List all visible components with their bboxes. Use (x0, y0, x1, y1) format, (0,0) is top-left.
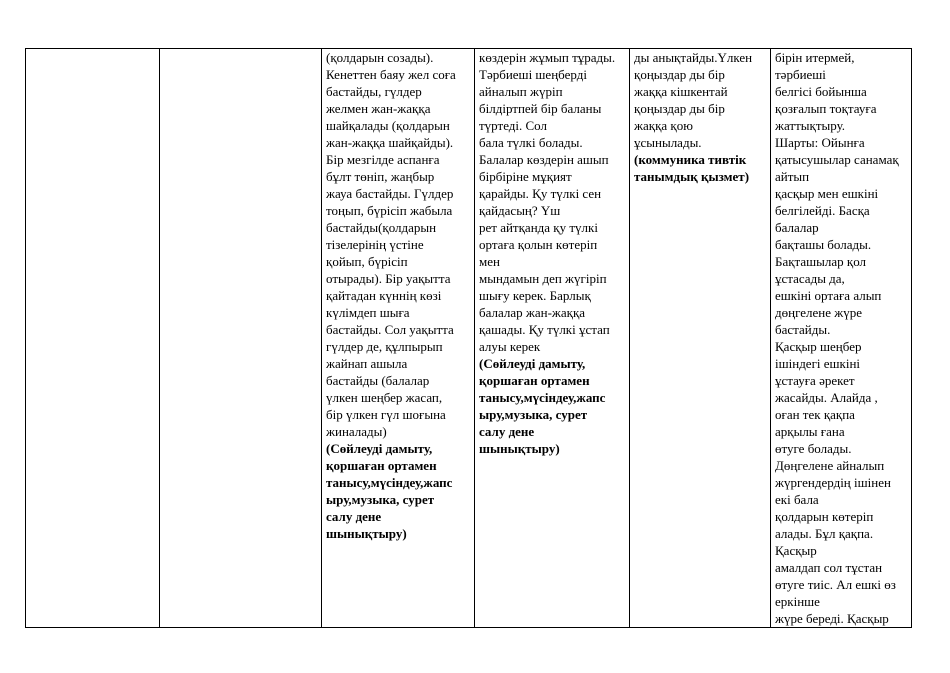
cell-col6 (771, 49, 912, 628)
cell-col3 (322, 49, 475, 628)
cell-col4-text: көздерін жұмып тұрады. Тәрбиеші шеңберді айналып жүріп білдіртпей бір баланы түртеді. Сол бала түлкі болады. Балалар көздерін ашып бірбіріне мұқият қарайды. Қу түлкі сен қайдасың? Үш рет айтқанда қу түлкі ортаға қолын көтеріп мен мындамын деп жүгіріп шығу керек. Барлық балалар жан-жаққа қашады. Қу түлкі ұстап алуы керек (479, 50, 616, 354)
cell-col5-bold-note: (коммуника тивтік танымдық қызмет) (634, 152, 750, 184)
document-table (25, 48, 912, 628)
empty-cell-col1 (26, 49, 160, 628)
cell-col5 (630, 49, 771, 628)
cell-col4 (475, 49, 630, 628)
cell-col3-bold-note: (Сөйлеуді дамыту, қоршаған ортамен танысу,мүсіндеу,жапс ыру,музыка, сурет салу дене шынықтыру) (326, 441, 453, 541)
cell-col6-text: бірін итермей, тәрбиеші белгісі бойынша қозғалып тоқтауға жаттықтыру. Шарты: Ойынға қатысушылар санамақ айтып қасқыр мен ешкіні белгілейді. Басқа балалар бақташы болады. Бақташылар қол ұстасады да, ешкіні ортаға алып дөңгелене жүре бастайды. Қасқыр шеңбер ішіндегі ешкіні ұстауға әрекет жасайды. Алайда , оған тек қақпа арқылы ғана өтуге болады. Дөңгелене айналып жүргендердің ішінен екі бала қолдарын көтеріп алады. Бұл қақпа. Қасқыр амалдап сол тұстан өтуге тиіс. Ал ешкі өз еркінше жүре береді. Қасқыр (775, 50, 899, 626)
empty-cell-col2 (160, 49, 322, 628)
cell-col5-text: ды анықтайды.Үлкен қоңыздар ды бір жаққа кішкентай қоңыздар ды бір жаққа қою ұсынылады. (634, 50, 753, 150)
cell-col4-bold-note: (Сөйлеуді дамыту, қоршаған ортамен танысу,мүсіндеу,жапс ыру,музыка, сурет салу дене шынықтыру) (479, 356, 606, 456)
table-row (26, 49, 912, 628)
cell-col3-text: (қолдарын созады). Кенеттен баяу жел соға бастайды, гүлдер желмен жан-жаққа шайқалады (қолдарын жан-жаққа шайқайды). Бір мезгілде аспанға бұлт төніп, жаңбыр жауа бастайды. Гүлдер тоңып, бүрісіп жабыла бастайды(қолдарын тізелерінің үстіне қойып, бүрісіп отырады). Бір уақытта қайтадан күннің көзі күлімдеп шыға бастайды. Сол уақытта гүлдер де, құлпырып жайнап ашыла бастайды (балалар үлкен шеңбер жасап, бір үлкен гүл шоғына жиналады) (326, 50, 456, 439)
